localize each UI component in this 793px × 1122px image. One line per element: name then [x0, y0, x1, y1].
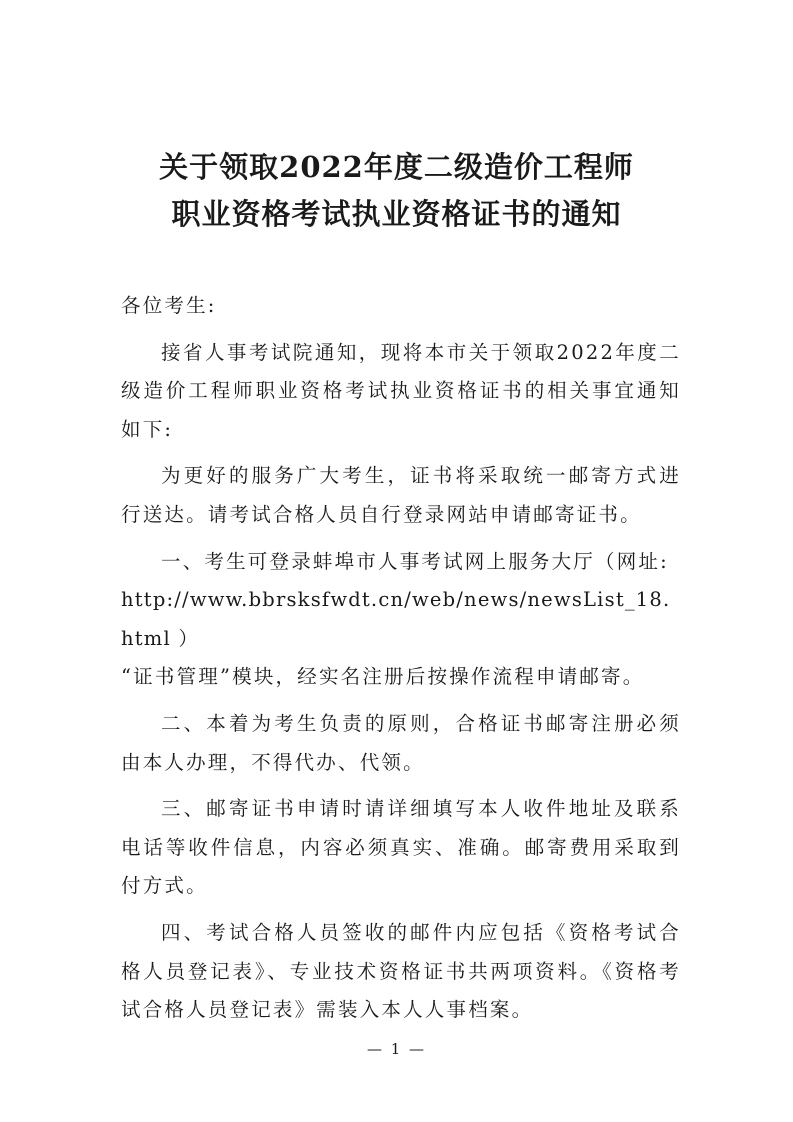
item-4-paragraph: 四、考试合格人员签收的邮件内应包括《资格考试合格人员登记表》、专业技术资格证书共两项资料。《资格考试合格人员登记表》需装入本人人事档案。 — [121, 920, 681, 1022]
intro-paragraph: 接省人事考试院通知，现将本市关于领取2022年度二级造价工程师职业资格考试执业资格证书的相关事宜通知如下: — [121, 340, 681, 441]
item-1-prefix: 一、考生可登录蚌埠市人事考试网上服务大厅（网址: — [161, 549, 669, 573]
service-hall-url-link[interactable]: http://www.bbrsksfwdt.cn/web/news/newsList_18.html ） — [121, 588, 671, 650]
page-number: — 1 — — [366, 1040, 427, 1058]
item-3-paragraph: 三、邮寄证书申请时请详细填写本人收件地址及联系电话等收件信息，内容必须真实、准确。邮寄费用采取到付方式。 — [121, 797, 681, 898]
delivery-paragraph: 为更好的服务广大考生，证书将采取统一邮寄方式进行送达。请考试合格人员自行登录网站申请邮寄证书。 — [121, 464, 681, 526]
document-title-line-2: 职业资格考试执业资格证书的通知 — [171, 197, 622, 231]
salutation: 各位考生: — [121, 294, 217, 317]
document-title-line-1: 关于领取2022年度二级造价工程师 — [159, 150, 634, 184]
item-2-paragraph: 二、本着为考生负责的原则，合格证书邮寄注册必须由本人办理，不得代办、代领。 — [121, 711, 681, 774]
item-1-paragraph — [121, 543, 681, 697]
item-1-suffix: “证书管理”模块，经实名注册后按操作流程申请邮寄。 — [121, 665, 645, 689]
document-body — [121, 287, 681, 1030]
